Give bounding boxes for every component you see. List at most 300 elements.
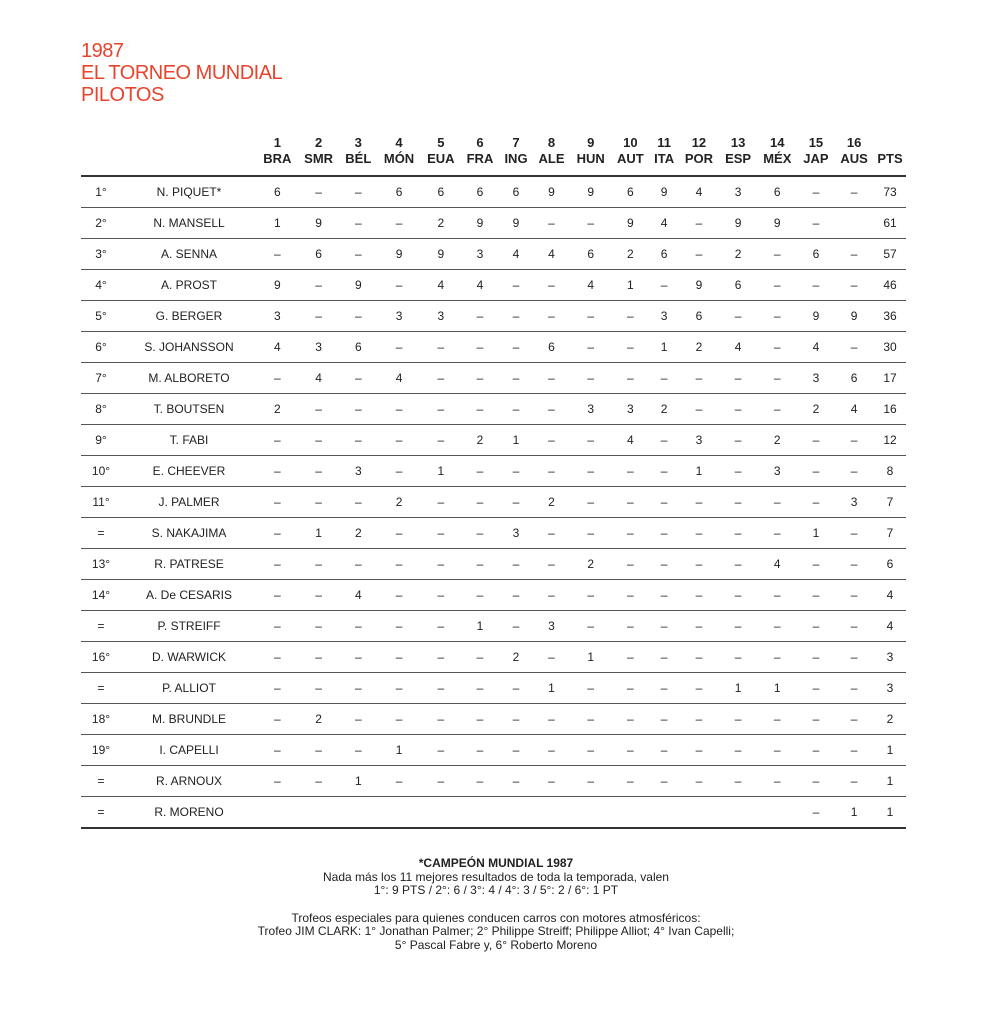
result-cell: 2	[757, 425, 798, 456]
result-cell: 9	[679, 270, 720, 301]
result-cell: –	[570, 332, 611, 363]
race-number: 7	[512, 135, 520, 150]
position-cell: 9°	[81, 425, 121, 456]
driver-name-cell: A. PROST	[121, 270, 257, 301]
result-cell: –	[757, 332, 798, 363]
result-cell: –	[298, 735, 340, 766]
result-cell: –	[461, 456, 500, 487]
race-code: FRA	[466, 151, 494, 166]
champion-note: *CAMPEÓN MUNDIAL 1987	[418, 856, 574, 870]
result-cell: 2	[499, 642, 532, 673]
result-cell: –	[377, 394, 421, 425]
result-cell: –	[650, 270, 679, 301]
result-cell: –	[499, 487, 532, 518]
result-cell: –	[611, 580, 650, 611]
table-row	[81, 766, 906, 797]
header-race	[834, 128, 874, 176]
result-cell: –	[834, 332, 874, 363]
result-cell: –	[298, 766, 340, 797]
header-race	[377, 128, 421, 176]
result-cell: 9	[421, 239, 461, 270]
result-cell: –	[834, 425, 874, 456]
result-cell: –	[679, 363, 720, 394]
result-cell: –	[340, 549, 378, 580]
result-cell: –	[834, 239, 874, 270]
result-cell: –	[611, 332, 650, 363]
header-race	[533, 128, 571, 176]
header-race	[340, 128, 378, 176]
points-cell: 1	[874, 735, 906, 766]
position-cell: 6°	[81, 332, 121, 363]
result-cell: 3	[257, 301, 298, 332]
result-cell: –	[570, 766, 611, 797]
result-cell: –	[570, 518, 611, 549]
header-race	[461, 128, 500, 176]
result-cell: 3	[650, 301, 679, 332]
points-cell: 3	[874, 673, 906, 704]
result-cell: –	[340, 673, 378, 704]
driver-name-cell: R. ARNOUX	[121, 766, 257, 797]
result-cell: –	[650, 611, 679, 642]
result-cell: 3	[377, 301, 421, 332]
result-cell: –	[719, 456, 757, 487]
result-cell	[533, 797, 571, 829]
table-row	[81, 642, 906, 673]
result-cell: –	[679, 611, 720, 642]
result-cell: –	[533, 735, 571, 766]
result-cell: 3	[461, 239, 500, 270]
result-cell: –	[340, 611, 378, 642]
result-cell: –	[340, 704, 378, 735]
result-cell: –	[340, 425, 378, 456]
title-category: PILOTOS	[81, 84, 164, 106]
result-cell: 3	[719, 176, 757, 208]
result-cell: –	[499, 270, 532, 301]
result-cell: 9	[570, 176, 611, 208]
race-code: HUN	[576, 151, 605, 166]
result-cell: –	[461, 549, 500, 580]
result-cell: –	[377, 673, 421, 704]
result-cell: 1	[719, 673, 757, 704]
result-cell	[650, 797, 679, 829]
result-cell: 3	[421, 301, 461, 332]
result-cell: –	[679, 642, 720, 673]
points-cell: 16	[874, 394, 906, 425]
table-row	[81, 270, 906, 301]
table-row	[81, 239, 906, 270]
result-cell: –	[570, 456, 611, 487]
table-row	[81, 208, 906, 239]
result-cell: 1	[340, 766, 378, 797]
header-race	[499, 128, 532, 176]
driver-name-cell: R. PATRESE	[121, 549, 257, 580]
result-cell: –	[533, 642, 571, 673]
result-cell: –	[533, 549, 571, 580]
race-number: 16	[846, 135, 862, 150]
driver-name-cell: J. PALMER	[121, 487, 257, 518]
result-cell: –	[377, 642, 421, 673]
result-cell: –	[611, 487, 650, 518]
result-cell: 4	[611, 425, 650, 456]
result-cell: –	[798, 425, 835, 456]
result-cell: –	[570, 735, 611, 766]
result-cell: –	[719, 363, 757, 394]
result-cell: 2	[798, 394, 835, 425]
result-cell: –	[834, 176, 874, 208]
result-cell: –	[533, 766, 571, 797]
result-cell: –	[499, 735, 532, 766]
points-cell: 3	[874, 642, 906, 673]
result-cell: –	[377, 766, 421, 797]
scoring-points: 1°: 9 PTS / 2°: 6 / 3°: 4 / 4°: 3 / 5°: 2 / 6°: 1 PT	[373, 883, 619, 897]
result-cell: 4	[798, 332, 835, 363]
result-cell: –	[340, 394, 378, 425]
result-cell: 6	[679, 301, 720, 332]
race-number: 8	[547, 135, 556, 150]
result-cell: –	[499, 332, 532, 363]
result-cell: 4	[679, 176, 720, 208]
result-cell: 6	[570, 239, 611, 270]
header-race	[611, 128, 650, 176]
result-cell: 6	[834, 363, 874, 394]
result-cell: –	[257, 580, 298, 611]
result-cell: –	[340, 735, 378, 766]
result-cell: –	[650, 518, 679, 549]
position-cell: 4°	[81, 270, 121, 301]
race-number: 2	[315, 135, 323, 150]
header-race	[570, 128, 611, 176]
result-cell: 3	[798, 363, 835, 394]
result-cell: –	[533, 301, 571, 332]
result-cell	[719, 797, 757, 829]
driver-name-cell: M. BRUNDLE	[121, 704, 257, 735]
result-cell: –	[421, 487, 461, 518]
result-cell: –	[798, 673, 835, 704]
result-cell: –	[679, 394, 720, 425]
result-cell: –	[719, 704, 757, 735]
result-cell	[679, 797, 720, 829]
result-cell: –	[461, 735, 500, 766]
result-cell: –	[834, 518, 874, 549]
result-cell: –	[719, 611, 757, 642]
table-row	[81, 456, 906, 487]
result-cell: 2	[611, 239, 650, 270]
points-cell: 4	[874, 611, 906, 642]
result-cell: 6	[757, 176, 798, 208]
result-cell: –	[757, 580, 798, 611]
result-cell: 6	[499, 176, 532, 208]
table-row	[81, 580, 906, 611]
position-cell: =	[81, 611, 121, 642]
race-code: AUS	[840, 151, 868, 166]
result-cell: –	[650, 487, 679, 518]
result-cell: –	[377, 456, 421, 487]
result-cell: –	[757, 394, 798, 425]
result-cell: –	[421, 673, 461, 704]
footnotes	[0, 857, 992, 952]
result-cell: 9	[257, 270, 298, 301]
result-cell: 1	[298, 518, 340, 549]
result-cell: 4	[570, 270, 611, 301]
result-cell: 6	[533, 332, 571, 363]
race-number: 4	[395, 135, 403, 150]
result-cell: –	[298, 642, 340, 673]
result-cell: –	[719, 425, 757, 456]
driver-name-cell: E. CHEEVER	[121, 456, 257, 487]
result-cell: 2	[421, 208, 461, 239]
result-cell: –	[533, 580, 571, 611]
race-number: 14	[770, 135, 785, 150]
race-number: 12	[691, 135, 707, 150]
result-cell: –	[798, 611, 835, 642]
result-cell: 9	[611, 208, 650, 239]
race-number: 1	[273, 135, 281, 150]
result-cell: –	[757, 239, 798, 270]
result-cell: –	[257, 425, 298, 456]
table-row	[81, 301, 906, 332]
result-cell: –	[570, 580, 611, 611]
driver-name-cell: I. CAPELLI	[121, 735, 257, 766]
table-row	[81, 363, 906, 394]
result-cell: –	[650, 549, 679, 580]
points-cell: 30	[874, 332, 906, 363]
result-cell: –	[650, 704, 679, 735]
result-cell: 1	[421, 456, 461, 487]
result-cell: –	[570, 425, 611, 456]
race-number: 3	[354, 135, 362, 150]
standings-table	[81, 128, 906, 829]
result-cell: –	[421, 580, 461, 611]
result-cell: –	[533, 456, 571, 487]
result-cell: 3	[757, 456, 798, 487]
position-cell: 16°	[81, 642, 121, 673]
driver-name-cell: P. STREIFF	[121, 611, 257, 642]
result-cell: 4	[834, 394, 874, 425]
result-cell: –	[377, 611, 421, 642]
result-cell: 3	[499, 518, 532, 549]
result-cell: 9	[377, 239, 421, 270]
result-cell: –	[650, 580, 679, 611]
table-row	[81, 487, 906, 518]
result-cell: 9	[499, 208, 532, 239]
header-name	[121, 128, 257, 176]
result-cell: –	[570, 673, 611, 704]
result-cell: 1	[461, 611, 500, 642]
result-cell: –	[298, 673, 340, 704]
driver-name-cell: G. BERGER	[121, 301, 257, 332]
result-cell: –	[719, 549, 757, 580]
result-cell: –	[757, 270, 798, 301]
result-cell: –	[570, 487, 611, 518]
header-pos	[81, 128, 121, 176]
position-cell: 2°	[81, 208, 121, 239]
result-cell: –	[533, 425, 571, 456]
result-cell: –	[257, 673, 298, 704]
position-cell: 18°	[81, 704, 121, 735]
result-cell: –	[679, 673, 720, 704]
result-cell: –	[798, 176, 835, 208]
result-cell: 9	[340, 270, 378, 301]
position-cell: 11°	[81, 487, 121, 518]
result-cell: –	[421, 611, 461, 642]
result-cell: –	[499, 611, 532, 642]
result-cell: 3	[533, 611, 571, 642]
result-cell: –	[834, 642, 874, 673]
result-cell: –	[421, 704, 461, 735]
result-cell: –	[461, 518, 500, 549]
result-cell: –	[757, 735, 798, 766]
result-cell: –	[650, 766, 679, 797]
driver-name-cell: A. SENNA	[121, 239, 257, 270]
result-cell: 6	[340, 332, 378, 363]
result-cell: –	[570, 208, 611, 239]
result-cell: –	[611, 363, 650, 394]
result-cell: –	[834, 611, 874, 642]
result-cell: –	[421, 518, 461, 549]
result-cell: –	[421, 332, 461, 363]
driver-name-cell: D. WARWICK	[121, 642, 257, 673]
result-cell: –	[257, 239, 298, 270]
result-cell: –	[611, 673, 650, 704]
race-code: ITA	[654, 151, 675, 166]
result-cell: –	[257, 766, 298, 797]
result-cell: 2	[461, 425, 500, 456]
result-cell: –	[421, 549, 461, 580]
result-cell: –	[298, 487, 340, 518]
result-cell	[340, 797, 378, 829]
position-cell: 1°	[81, 176, 121, 208]
result-cell: –	[650, 642, 679, 673]
result-cell: 9	[798, 301, 835, 332]
result-cell: –	[377, 425, 421, 456]
result-cell	[257, 797, 298, 829]
result-cell: 2	[650, 394, 679, 425]
result-cell: –	[377, 580, 421, 611]
points-cell: 4	[874, 580, 906, 611]
result-cell: –	[611, 301, 650, 332]
result-cell: 4	[461, 270, 500, 301]
result-cell: –	[257, 363, 298, 394]
driver-name-cell: M. ALBORETO	[121, 363, 257, 394]
result-cell: –	[533, 208, 571, 239]
table-row	[81, 332, 906, 363]
result-cell: –	[719, 766, 757, 797]
result-cell: –	[719, 487, 757, 518]
result-cell: –	[611, 735, 650, 766]
result-cell: –	[499, 456, 532, 487]
result-cell: 6	[798, 239, 835, 270]
result-cell: –	[461, 642, 500, 673]
table-row	[81, 735, 906, 766]
race-code: ING	[504, 151, 528, 166]
trophy-winners-cont: 5° Pascal Fabre y, 6° Roberto Moreno	[394, 937, 598, 952]
result-cell: –	[421, 425, 461, 456]
driver-name-cell: S. NAKAJIMA	[121, 518, 257, 549]
trophy-intro: Trofeos especiales para quienes conducen carros con motores atmosféricos:	[291, 910, 701, 925]
result-cell: –	[834, 549, 874, 580]
race-code: AUT	[617, 151, 644, 166]
result-cell: –	[679, 580, 720, 611]
result-cell	[421, 797, 461, 829]
result-cell: –	[257, 518, 298, 549]
result-cell: 6	[611, 176, 650, 208]
result-cell: –	[679, 518, 720, 549]
result-cell: –	[719, 394, 757, 425]
trophy-winners: Trofeo JIM CLARK: 1° Jonathan Palmer; 2° Philippe Streiff; Philippe Alliot; 4° Ivan Capelli;	[257, 924, 735, 938]
header-race	[757, 128, 798, 176]
result-cell: –	[340, 239, 378, 270]
result-cell: –	[499, 580, 532, 611]
result-cell: 4	[499, 239, 532, 270]
position-cell: 14°	[81, 580, 121, 611]
result-cell: –	[798, 456, 835, 487]
result-cell: –	[257, 611, 298, 642]
result-cell: 1	[757, 673, 798, 704]
result-cell: –	[298, 176, 340, 208]
result-cell: 2	[679, 332, 720, 363]
result-cell: 6	[377, 176, 421, 208]
points-cell: 7	[874, 518, 906, 549]
result-cell: –	[377, 332, 421, 363]
race-code: POR	[684, 151, 714, 166]
points-cell: 73	[874, 176, 906, 208]
result-cell: 4	[757, 549, 798, 580]
result-cell: –	[499, 363, 532, 394]
driver-name-cell: R. MORENO	[121, 797, 257, 829]
position-cell: 8°	[81, 394, 121, 425]
result-cell: –	[461, 394, 500, 425]
race-code: JAP	[803, 151, 829, 166]
header-race	[257, 128, 298, 176]
result-cell: –	[298, 611, 340, 642]
position-cell: 13°	[81, 549, 121, 580]
result-cell: –	[757, 642, 798, 673]
result-cell: –	[257, 487, 298, 518]
header-race	[719, 128, 757, 176]
result-cell: –	[570, 301, 611, 332]
result-cell: –	[461, 766, 500, 797]
driver-name-cell: S. JOHANSSON	[121, 332, 257, 363]
result-cell: 1	[257, 208, 298, 239]
result-cell: 4	[340, 580, 378, 611]
race-number: 11	[657, 135, 671, 150]
result-cell: –	[257, 642, 298, 673]
table-row	[81, 518, 906, 549]
result-cell: –	[834, 580, 874, 611]
header-race	[421, 128, 461, 176]
result-cell: 9	[298, 208, 340, 239]
result-cell: 9	[834, 301, 874, 332]
result-cell: –	[340, 301, 378, 332]
result-cell: –	[679, 239, 720, 270]
race-code: SMR	[304, 151, 334, 166]
table-row	[81, 394, 906, 425]
position-cell: =	[81, 518, 121, 549]
result-cell	[611, 797, 650, 829]
position-cell: =	[81, 673, 121, 704]
result-cell: 1	[611, 270, 650, 301]
result-cell: –	[650, 425, 679, 456]
result-cell: –	[499, 301, 532, 332]
result-cell: –	[611, 456, 650, 487]
table-row	[81, 611, 906, 642]
race-number: 10	[623, 135, 638, 150]
race-number: 5	[437, 135, 445, 150]
table-body	[81, 176, 906, 828]
position-cell: 19°	[81, 735, 121, 766]
result-cell: –	[377, 518, 421, 549]
result-cell: –	[499, 394, 532, 425]
